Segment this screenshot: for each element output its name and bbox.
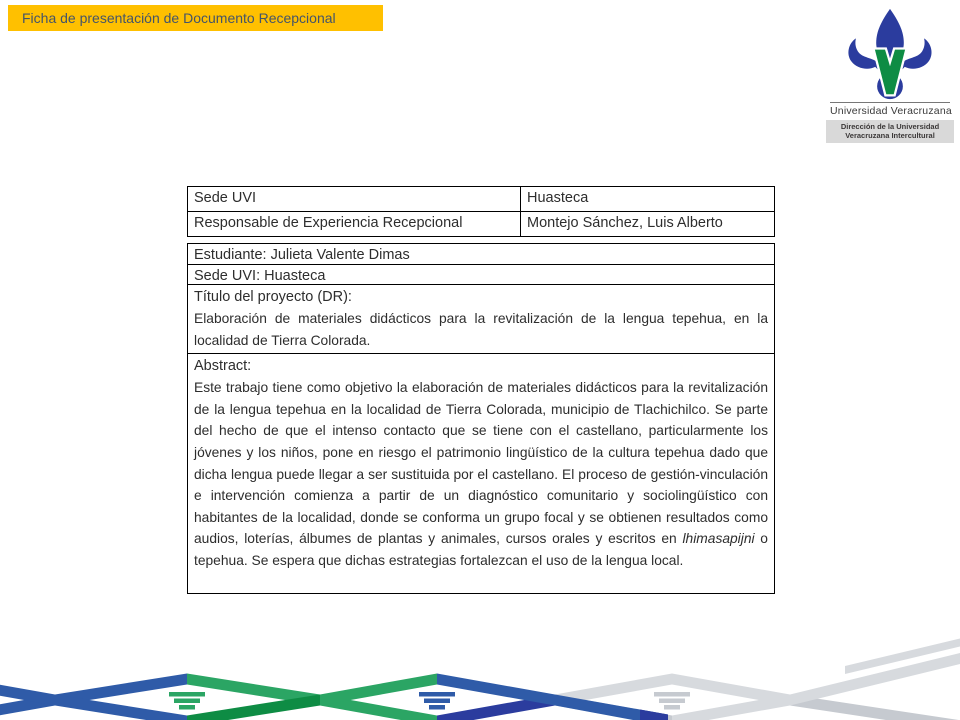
cell-label: Sede UVI [194,190,257,206]
summary-table [187,186,775,237]
student-row: Estudiante: Julieta Valente Dimas [194,247,410,263]
sede-row: Sede UVI: Huasteca [188,264,774,284]
logo-department-banner [826,120,954,143]
abstract-text-part1: Este trabajo tiene como objetivo la elaboración de materiales didácticos para la revitalización de la lengua tepehua en la localidad de Tierra Colorada, municipio de Tlachichilco. Se parte del hecho de que el intenso contacto que se tiene con el castellano, particularmente los jóvenes y los niños, pone en riesgo el patrimonio lingüístico de la cultura tepehua dado que dicha lengua puede llegar a ser sustituida por el castellano. El proceso de gestión-vinculación e intervención comienza a partir de un diagnóstico comunitario y sociolingüístico con habitantes de la localidad, donde se conforma un grupo focal y se obtienen resultados como audios, loterías, álbumes de plantas y animales, cursos orales y escritos en [194,380,768,547]
abstract-label: Abstract: [194,358,252,375]
table-row [188,211,774,236]
logo-institution-name: Universidad Veracruzana [830,102,950,117]
uv-fleur-de-lis-icon [844,8,936,100]
project-title-text: Elaboración de materiales didácticos para la revitalización de la lengua tepehua, en la localidad de Tierra Colorada. [194,311,768,348]
project-title-row [188,284,774,353]
abstract-row [188,353,774,593]
slide-title: Ficha de presentación de Documento Recepcional [22,10,336,26]
cell-value: Huasteca [520,187,774,211]
logo-department-line2: Veracruzana Intercultural [845,131,935,140]
cell-value: Montejo Sánchez, Luis Alberto [520,212,774,236]
slide-title-bar [8,5,383,31]
abstract-text [194,377,768,571]
detail-table [187,243,775,594]
abstract-native-language-term: lhimasapijni [682,531,755,547]
cell-label: Responsable de Experiencia Recepcional [194,215,463,231]
university-logo [826,8,954,143]
ribbon-decoration [0,600,960,720]
logo-department-line1: Dirección de la Universidad [840,122,940,131]
abstract-text-part2: o tepehua. Se espera que dichas estrategias fortalezcan el uso de la lengua local. [194,531,768,568]
table-row [188,187,774,211]
project-title-label: Título del proyecto (DR): [194,289,352,305]
